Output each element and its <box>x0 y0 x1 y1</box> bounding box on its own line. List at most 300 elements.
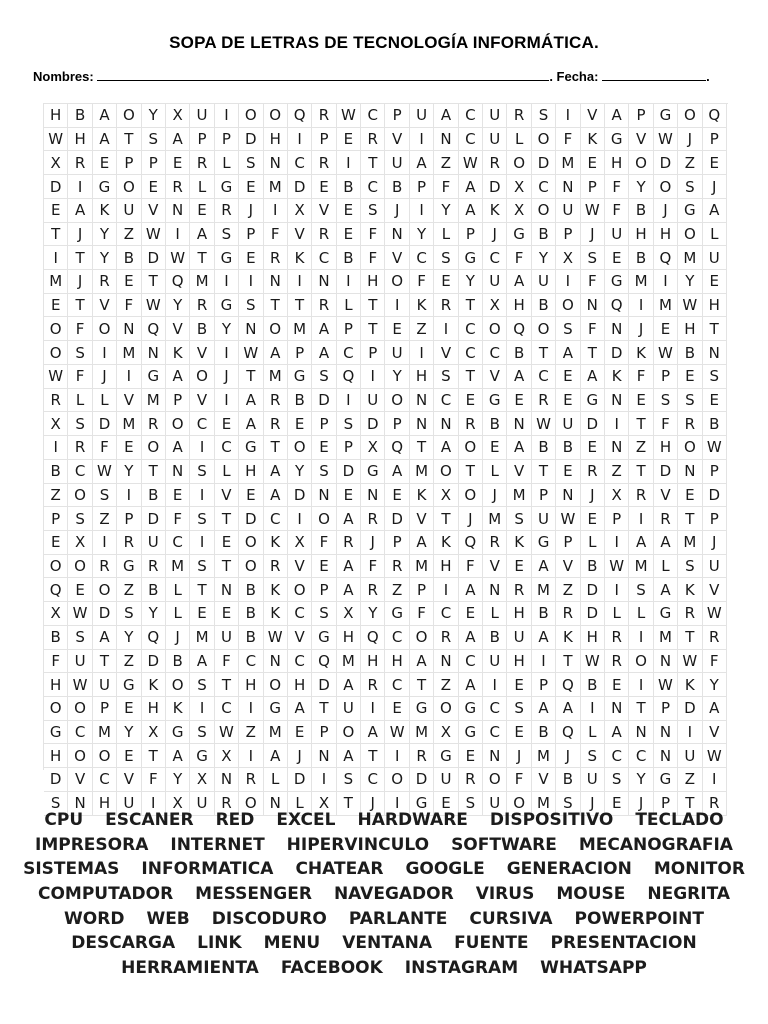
grid-letter[interactable]: W <box>703 602 727 626</box>
grid-letter[interactable]: R <box>605 650 629 674</box>
grid-letter[interactable]: I <box>142 792 166 816</box>
grid-letter[interactable]: I <box>410 341 434 365</box>
grid-letter[interactable]: P <box>410 578 434 602</box>
grid-letter[interactable]: O <box>117 175 141 199</box>
grid-letter[interactable]: B <box>337 175 361 199</box>
grid-letter[interactable]: U <box>532 270 556 294</box>
grid-letter[interactable]: W <box>142 223 166 247</box>
grid-letter[interactable]: M <box>288 317 312 341</box>
grid-letter[interactable]: Q <box>459 531 483 555</box>
grid-letter[interactable]: F <box>142 768 166 792</box>
grid-letter[interactable]: C <box>288 151 312 175</box>
grid-letter[interactable]: N <box>605 697 629 721</box>
grid-letter[interactable]: K <box>288 246 312 270</box>
grid-letter[interactable]: C <box>215 436 239 460</box>
grid-letter[interactable]: Y <box>93 223 117 247</box>
grid-letter[interactable]: K <box>410 484 434 508</box>
grid-letter[interactable]: C <box>264 507 288 531</box>
grid-letter[interactable]: G <box>654 602 678 626</box>
grid-letter[interactable]: I <box>239 697 263 721</box>
grid-letter[interactable]: S <box>556 317 580 341</box>
grid-letter[interactable]: U <box>68 650 92 674</box>
grid-letter[interactable]: N <box>264 650 288 674</box>
grid-letter[interactable]: W <box>678 294 702 318</box>
grid-letter[interactable]: Y <box>166 294 190 318</box>
grid-letter[interactable]: Z <box>117 578 141 602</box>
grid-letter[interactable]: I <box>385 744 409 768</box>
grid-letter[interactable]: O <box>93 578 117 602</box>
grid-letter[interactable]: P <box>703 507 727 531</box>
grid-letter[interactable]: A <box>507 270 531 294</box>
grid-letter[interactable]: O <box>93 317 117 341</box>
grid-letter[interactable]: W <box>264 626 288 650</box>
grid-letter[interactable]: L <box>581 531 605 555</box>
grid-letter[interactable]: R <box>166 175 190 199</box>
grid-letter[interactable]: G <box>215 294 239 318</box>
grid-letter[interactable]: C <box>532 175 556 199</box>
grid-letter[interactable]: E <box>142 175 166 199</box>
grid-letter[interactable]: V <box>68 768 92 792</box>
grid-letter[interactable]: J <box>507 744 531 768</box>
grid-letter[interactable]: I <box>337 151 361 175</box>
grid-letter[interactable]: R <box>459 412 483 436</box>
grid-letter[interactable]: N <box>166 199 190 223</box>
grid-letter[interactable]: E <box>605 792 629 816</box>
grid-letter[interactable]: G <box>581 389 605 413</box>
grid-letter[interactable]: M <box>93 721 117 745</box>
grid-letter[interactable]: M <box>532 792 556 816</box>
grid-letter[interactable]: Z <box>629 436 653 460</box>
grid-letter[interactable]: P <box>44 507 68 531</box>
grid-letter[interactable]: F <box>581 270 605 294</box>
grid-letter[interactable]: Y <box>215 317 239 341</box>
grid-letter[interactable]: S <box>312 365 336 389</box>
grid-letter[interactable]: D <box>337 460 361 484</box>
grid-letter[interactable]: H <box>288 673 312 697</box>
grid-letter[interactable]: G <box>166 721 190 745</box>
grid-letter[interactable]: S <box>68 626 92 650</box>
grid-letter[interactable]: M <box>264 175 288 199</box>
grid-letter[interactable]: W <box>459 151 483 175</box>
grid-letter[interactable]: S <box>532 104 556 128</box>
grid-letter[interactable]: R <box>361 578 385 602</box>
grid-letter[interactable]: B <box>239 626 263 650</box>
grid-letter[interactable]: U <box>483 650 507 674</box>
grid-letter[interactable]: H <box>44 673 68 697</box>
grid-letter[interactable]: J <box>166 626 190 650</box>
grid-letter[interactable]: E <box>459 744 483 768</box>
grid-letter[interactable]: F <box>410 270 434 294</box>
grid-letter[interactable]: F <box>44 650 68 674</box>
grid-letter[interactable]: F <box>68 365 92 389</box>
grid-letter[interactable]: O <box>385 389 409 413</box>
grid-letter[interactable]: V <box>410 507 434 531</box>
grid-letter[interactable]: O <box>532 128 556 152</box>
grid-letter[interactable]: B <box>44 626 68 650</box>
grid-letter[interactable]: I <box>215 389 239 413</box>
grid-letter[interactable]: P <box>142 151 166 175</box>
grid-letter[interactable]: Y <box>678 270 702 294</box>
grid-letter[interactable]: R <box>507 578 531 602</box>
grid-letter[interactable]: R <box>703 792 727 816</box>
fecha-field[interactable] <box>602 69 706 81</box>
grid-letter[interactable]: G <box>483 389 507 413</box>
grid-letter[interactable]: P <box>532 673 556 697</box>
grid-letter[interactable]: P <box>410 175 434 199</box>
grid-letter[interactable]: H <box>507 602 531 626</box>
grid-letter[interactable]: X <box>337 602 361 626</box>
grid-letter[interactable]: U <box>703 555 727 579</box>
grid-letter[interactable]: U <box>483 270 507 294</box>
grid-letter[interactable]: T <box>459 460 483 484</box>
grid-letter[interactable]: U <box>678 744 702 768</box>
grid-letter[interactable]: U <box>385 341 409 365</box>
grid-letter[interactable]: L <box>288 792 312 816</box>
grid-letter[interactable]: R <box>385 555 409 579</box>
grid-letter[interactable]: I <box>68 175 92 199</box>
grid-letter[interactable]: A <box>312 341 336 365</box>
grid-letter[interactable]: H <box>507 294 531 318</box>
grid-letter[interactable]: A <box>337 578 361 602</box>
grid-letter[interactable]: X <box>361 436 385 460</box>
grid-letter[interactable]: G <box>410 697 434 721</box>
grid-letter[interactable]: H <box>44 104 68 128</box>
grid-letter[interactable]: T <box>629 460 653 484</box>
grid-letter[interactable]: C <box>288 602 312 626</box>
grid-letter[interactable]: O <box>93 744 117 768</box>
grid-letter[interactable]: S <box>654 389 678 413</box>
grid-letter[interactable]: O <box>44 341 68 365</box>
grid-letter[interactable]: G <box>605 128 629 152</box>
grid-letter[interactable]: U <box>117 792 141 816</box>
grid-letter[interactable]: O <box>264 673 288 697</box>
grid-letter[interactable]: R <box>459 768 483 792</box>
grid-letter[interactable]: C <box>434 602 458 626</box>
grid-letter[interactable]: D <box>288 484 312 508</box>
grid-letter[interactable]: S <box>434 246 458 270</box>
grid-letter[interactable]: N <box>605 436 629 460</box>
grid-letter[interactable]: J <box>361 792 385 816</box>
grid-letter[interactable]: E <box>337 223 361 247</box>
grid-letter[interactable]: A <box>459 578 483 602</box>
grid-letter[interactable]: D <box>239 128 263 152</box>
grid-letter[interactable]: G <box>459 697 483 721</box>
grid-letter[interactable]: R <box>93 270 117 294</box>
grid-letter[interactable]: Z <box>678 768 702 792</box>
grid-letter[interactable]: P <box>337 317 361 341</box>
grid-letter[interactable]: C <box>459 104 483 128</box>
grid-letter[interactable]: I <box>190 436 214 460</box>
grid-letter[interactable]: S <box>361 199 385 223</box>
grid-letter[interactable]: X <box>605 484 629 508</box>
grid-letter[interactable]: Y <box>93 246 117 270</box>
grid-letter[interactable]: T <box>703 317 727 341</box>
grid-letter[interactable]: C <box>483 721 507 745</box>
grid-letter[interactable]: F <box>361 246 385 270</box>
grid-letter[interactable]: N <box>629 721 653 745</box>
grid-letter[interactable]: G <box>44 721 68 745</box>
grid-letter[interactable]: E <box>312 436 336 460</box>
grid-letter[interactable]: N <box>142 341 166 365</box>
grid-letter[interactable]: S <box>312 602 336 626</box>
grid-letter[interactable]: O <box>385 768 409 792</box>
grid-letter[interactable]: A <box>166 365 190 389</box>
grid-letter[interactable]: S <box>678 175 702 199</box>
grid-letter[interactable]: T <box>68 246 92 270</box>
grid-letter[interactable]: Y <box>166 768 190 792</box>
grid-letter[interactable]: B <box>288 389 312 413</box>
grid-letter[interactable]: V <box>288 555 312 579</box>
grid-letter[interactable]: O <box>239 555 263 579</box>
grid-letter[interactable]: O <box>239 104 263 128</box>
grid-letter[interactable]: T <box>68 294 92 318</box>
grid-letter[interactable]: Y <box>629 768 653 792</box>
grid-letter[interactable]: R <box>532 389 556 413</box>
grid-letter[interactable]: F <box>434 175 458 199</box>
grid-letter[interactable]: A <box>337 744 361 768</box>
grid-letter[interactable]: O <box>166 412 190 436</box>
grid-letter[interactable]: F <box>264 223 288 247</box>
grid-letter[interactable]: N <box>385 223 409 247</box>
grid-letter[interactable]: X <box>142 721 166 745</box>
grid-letter[interactable]: B <box>581 673 605 697</box>
grid-letter[interactable]: W <box>532 412 556 436</box>
grid-letter[interactable]: D <box>142 246 166 270</box>
grid-letter[interactable]: S <box>507 697 531 721</box>
grid-letter[interactable]: M <box>410 460 434 484</box>
grid-letter[interactable]: A <box>434 436 458 460</box>
grid-letter[interactable]: E <box>117 697 141 721</box>
grid-letter[interactable]: H <box>507 650 531 674</box>
grid-letter[interactable]: K <box>678 673 702 697</box>
grid-letter[interactable]: F <box>312 531 336 555</box>
grid-letter[interactable]: P <box>361 341 385 365</box>
grid-letter[interactable]: Z <box>117 223 141 247</box>
grid-letter[interactable]: R <box>142 555 166 579</box>
grid-letter[interactable]: M <box>117 341 141 365</box>
grid-letter[interactable]: S <box>459 792 483 816</box>
grid-letter[interactable]: A <box>459 626 483 650</box>
grid-letter[interactable]: Q <box>288 104 312 128</box>
grid-letter[interactable]: N <box>264 270 288 294</box>
grid-letter[interactable]: G <box>312 626 336 650</box>
grid-letter[interactable]: S <box>190 673 214 697</box>
grid-letter[interactable]: N <box>654 721 678 745</box>
grid-letter[interactable]: C <box>459 128 483 152</box>
grid-letter[interactable]: O <box>44 317 68 341</box>
grid-letter[interactable]: O <box>629 151 653 175</box>
grid-letter[interactable]: Y <box>410 223 434 247</box>
grid-letter[interactable]: A <box>239 412 263 436</box>
grid-letter[interactable]: H <box>703 294 727 318</box>
grid-letter[interactable]: E <box>190 199 214 223</box>
grid-letter[interactable]: A <box>264 341 288 365</box>
grid-letter[interactable]: P <box>385 104 409 128</box>
grid-letter[interactable]: E <box>288 721 312 745</box>
grid-letter[interactable]: O <box>507 151 531 175</box>
grid-letter[interactable]: Z <box>93 507 117 531</box>
grid-letter[interactable]: P <box>337 436 361 460</box>
grid-letter[interactable]: V <box>434 341 458 365</box>
grid-letter[interactable]: F <box>215 650 239 674</box>
grid-letter[interactable]: S <box>678 389 702 413</box>
grid-letter[interactable]: Y <box>703 673 727 697</box>
grid-letter[interactable]: Q <box>312 650 336 674</box>
grid-letter[interactable]: Z <box>117 650 141 674</box>
grid-letter[interactable]: T <box>361 317 385 341</box>
grid-letter[interactable]: T <box>629 412 653 436</box>
grid-letter[interactable]: X <box>434 484 458 508</box>
grid-letter[interactable]: B <box>142 484 166 508</box>
grid-letter[interactable]: E <box>483 436 507 460</box>
grid-letter[interactable]: P <box>312 412 336 436</box>
grid-letter[interactable]: E <box>459 602 483 626</box>
grid-letter[interactable]: D <box>385 507 409 531</box>
grid-letter[interactable]: J <box>678 128 702 152</box>
grid-letter[interactable]: I <box>629 507 653 531</box>
grid-letter[interactable]: B <box>117 246 141 270</box>
grid-letter[interactable]: I <box>93 531 117 555</box>
grid-letter[interactable]: C <box>288 650 312 674</box>
grid-letter[interactable]: D <box>312 389 336 413</box>
grid-letter[interactable]: V <box>581 104 605 128</box>
grid-letter[interactable]: O <box>142 436 166 460</box>
grid-letter[interactable]: X <box>68 531 92 555</box>
grid-letter[interactable]: S <box>68 412 92 436</box>
grid-letter[interactable]: O <box>678 436 702 460</box>
grid-letter[interactable]: J <box>581 792 605 816</box>
grid-letter[interactable]: D <box>44 175 68 199</box>
grid-letter[interactable]: O <box>312 507 336 531</box>
grid-letter[interactable]: N <box>703 341 727 365</box>
grid-letter[interactable]: I <box>239 270 263 294</box>
grid-letter[interactable]: R <box>190 151 214 175</box>
grid-letter[interactable]: P <box>239 223 263 247</box>
grid-letter[interactable]: I <box>605 578 629 602</box>
grid-letter[interactable]: X <box>312 792 336 816</box>
grid-letter[interactable]: B <box>166 650 190 674</box>
grid-letter[interactable]: S <box>581 744 605 768</box>
grid-letter[interactable]: A <box>337 555 361 579</box>
grid-letter[interactable]: A <box>93 128 117 152</box>
grid-letter[interactable]: R <box>629 484 653 508</box>
grid-letter[interactable]: L <box>654 555 678 579</box>
grid-letter[interactable]: I <box>264 199 288 223</box>
grid-letter[interactable]: P <box>385 531 409 555</box>
grid-letter[interactable]: U <box>703 246 727 270</box>
grid-letter[interactable]: A <box>459 673 483 697</box>
grid-letter[interactable]: L <box>507 128 531 152</box>
grid-letter[interactable]: E <box>556 460 580 484</box>
grid-letter[interactable]: Y <box>117 626 141 650</box>
grid-letter[interactable]: F <box>605 199 629 223</box>
grid-letter[interactable]: Y <box>117 721 141 745</box>
grid-letter[interactable]: T <box>678 507 702 531</box>
grid-letter[interactable]: U <box>605 223 629 247</box>
grid-letter[interactable]: P <box>215 128 239 152</box>
grid-letter[interactable]: D <box>678 697 702 721</box>
grid-letter[interactable]: R <box>581 460 605 484</box>
grid-letter[interactable]: B <box>190 317 214 341</box>
grid-letter[interactable]: U <box>337 697 361 721</box>
grid-letter[interactable]: D <box>410 768 434 792</box>
nombres-field[interactable] <box>97 69 549 81</box>
grid-letter[interactable]: G <box>507 223 531 247</box>
grid-letter[interactable]: B <box>142 578 166 602</box>
grid-letter[interactable]: T <box>678 792 702 816</box>
grid-letter[interactable]: A <box>312 317 336 341</box>
grid-letter[interactable]: A <box>605 104 629 128</box>
grid-letter[interactable]: Q <box>44 578 68 602</box>
grid-letter[interactable]: F <box>166 507 190 531</box>
grid-letter[interactable]: F <box>629 365 653 389</box>
grid-letter[interactable]: M <box>117 412 141 436</box>
grid-letter[interactable]: W <box>68 602 92 626</box>
grid-letter[interactable]: O <box>385 270 409 294</box>
grid-letter[interactable]: C <box>410 246 434 270</box>
grid-letter[interactable]: U <box>215 626 239 650</box>
grid-letter[interactable]: E <box>507 721 531 745</box>
grid-letter[interactable]: W <box>385 721 409 745</box>
grid-letter[interactable]: W <box>215 721 239 745</box>
grid-letter[interactable]: G <box>215 175 239 199</box>
grid-letter[interactable]: B <box>556 436 580 460</box>
grid-letter[interactable]: T <box>361 151 385 175</box>
grid-letter[interactable]: C <box>166 531 190 555</box>
grid-letter[interactable]: V <box>190 389 214 413</box>
grid-letter[interactable]: E <box>93 151 117 175</box>
grid-letter[interactable]: G <box>288 365 312 389</box>
grid-letter[interactable]: W <box>337 104 361 128</box>
grid-letter[interactable]: S <box>68 507 92 531</box>
grid-letter[interactable]: K <box>166 697 190 721</box>
grid-letter[interactable]: N <box>117 317 141 341</box>
grid-letter[interactable]: H <box>629 223 653 247</box>
grid-letter[interactable]: R <box>703 626 727 650</box>
grid-letter[interactable]: Y <box>288 460 312 484</box>
grid-letter[interactable]: Z <box>410 317 434 341</box>
grid-letter[interactable]: M <box>483 507 507 531</box>
grid-letter[interactable]: M <box>142 389 166 413</box>
grid-letter[interactable]: N <box>434 650 458 674</box>
grid-letter[interactable]: P <box>556 223 580 247</box>
grid-letter[interactable]: F <box>703 650 727 674</box>
grid-letter[interactable]: U <box>410 104 434 128</box>
grid-letter[interactable]: B <box>68 104 92 128</box>
grid-letter[interactable]: W <box>581 650 605 674</box>
grid-letter[interactable]: K <box>507 531 531 555</box>
grid-letter[interactable]: I <box>215 104 239 128</box>
grid-letter[interactable]: I <box>483 673 507 697</box>
grid-letter[interactable]: T <box>532 341 556 365</box>
grid-letter[interactable]: F <box>507 246 531 270</box>
grid-letter[interactable]: W <box>678 650 702 674</box>
grid-letter[interactable]: Y <box>629 175 653 199</box>
grid-letter[interactable]: P <box>703 460 727 484</box>
grid-letter[interactable]: J <box>68 270 92 294</box>
grid-letter[interactable]: L <box>483 602 507 626</box>
grid-letter[interactable]: S <box>215 223 239 247</box>
grid-letter[interactable]: B <box>385 175 409 199</box>
grid-letter[interactable]: X <box>215 744 239 768</box>
grid-letter[interactable]: I <box>361 697 385 721</box>
grid-letter[interactable]: Q <box>507 317 531 341</box>
grid-letter[interactable]: O <box>483 317 507 341</box>
grid-letter[interactable]: I <box>556 270 580 294</box>
grid-letter[interactable]: H <box>361 650 385 674</box>
grid-letter[interactable]: V <box>654 484 678 508</box>
grid-letter[interactable]: N <box>434 412 458 436</box>
